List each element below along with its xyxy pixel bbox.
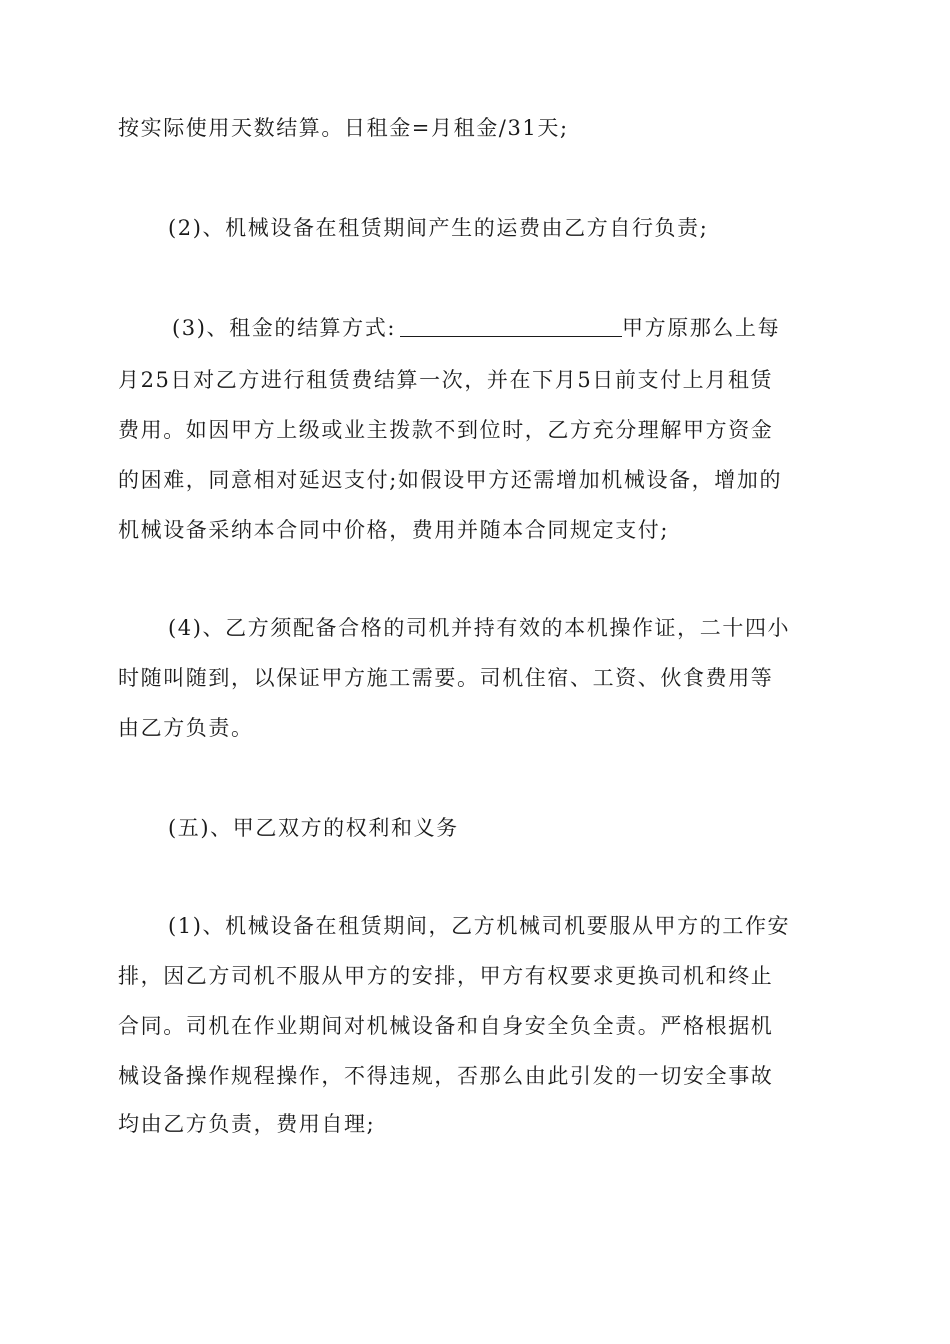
text-line: 的困难，同意相对延迟支付;如假设甲方还需增加机械设备，增加的 <box>118 468 783 492</box>
text-line: 机械设备采纳本合同中价格，费用并随本合同规定支付; <box>118 518 670 542</box>
clause-3-settlement-heading <box>172 314 892 342</box>
text-line: 排，因乙方司机不服从甲方的安排，甲方有权要求更换司机和终止 <box>118 964 774 988</box>
text-line: 由乙方负责。 <box>118 716 254 740</box>
text-line: 械设备操作规程操作，不得违规，否那么由此引发的一切安全事故 <box>118 1064 774 1088</box>
text-line: 合同。司机在作业期间对机械设备和自身安全负全责。严格根据机 <box>118 1014 774 1038</box>
clause-3-label: (3)、租金的结算方式: <box>172 316 397 340</box>
clause-4-driver: (4)、乙方须配备合格的司机并持有效的本机操作证，二十四小 <box>168 616 791 640</box>
clause-1-rights: (1)、机械设备在租赁期间，乙方机械司机要服从甲方的工作安 <box>168 914 791 938</box>
fill-in-blank <box>400 316 622 337</box>
section-5-heading: (五)、甲乙双方的权利和义务 <box>168 816 459 840</box>
text-line: 费用。如因甲方上级或业主拨款不到位时，乙方充分理解甲方资金 <box>118 418 774 442</box>
text-line: 月25日对乙方进行租赁费结算一次，并在下月5日前支付上月租赁 <box>118 368 774 392</box>
clause-2-freight: (2)、机械设备在租赁期间产生的运费由乙方自行负责; <box>168 216 709 240</box>
clause-3-continuation: 甲方原那么上每 <box>622 316 781 340</box>
text-line: 时随叫随到，以保证甲方施工需要。司机住宿、工资、伙食费用等 <box>118 666 774 690</box>
text-line: 按实际使用天数结算。日租金=月租金/31天; <box>118 116 569 140</box>
text-line: 均由乙方负责，费用自理; <box>118 1112 376 1136</box>
